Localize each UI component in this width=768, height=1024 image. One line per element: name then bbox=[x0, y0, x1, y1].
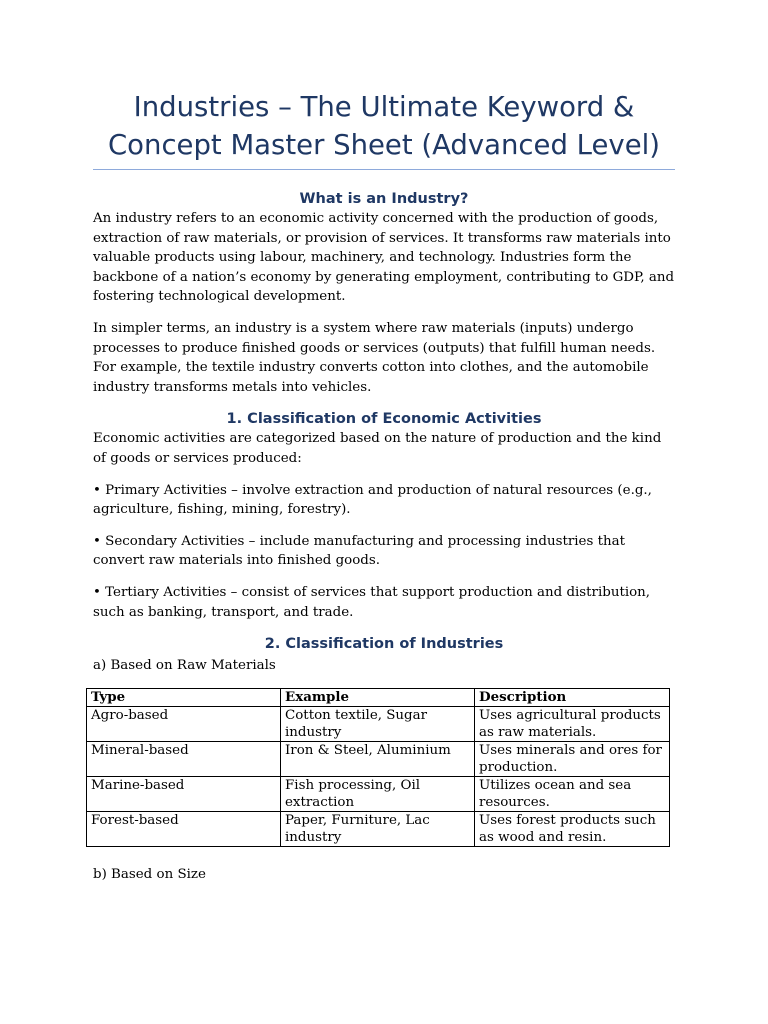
bullet-primary-activities: • Primary Activities – involve extraction and production of natural resources (e.g., agriculture, fishing, mining, forestry). bbox=[93, 482, 652, 518]
table-cell: Mineral-based bbox=[87, 741, 281, 776]
table-cell: Uses agricultural products as raw materials. bbox=[475, 706, 670, 741]
table-cell: Iron & Steel, Aluminium bbox=[281, 741, 475, 776]
table-header-type: Type bbox=[87, 688, 281, 706]
document-title: Industries – The Ultimate Keyword & Concept Master Sheet (Advanced Level) bbox=[93, 88, 675, 170]
table-header-row bbox=[87, 688, 670, 706]
table-cell: Marine-based bbox=[87, 776, 281, 811]
table-row bbox=[87, 706, 670, 741]
table-cell: Uses minerals and ores for production. bbox=[475, 741, 670, 776]
table-header-description: Description bbox=[475, 688, 670, 706]
paragraph-simpler-terms: In simpler terms, an industry is a system where raw materials (inputs) undergo processes to produce finished goods or services (outputs) that fulfill human needs. For example, the textile industry converts cotton into clothes, and the automobile industry transforms metals into vehicles. bbox=[93, 320, 656, 395]
table-cell: Paper, Furniture, Lac industry bbox=[281, 811, 475, 846]
table-row bbox=[87, 776, 670, 811]
paragraph-economic-intro: Economic activities are categorized based on the nature of production and the kind of goods or services produced: bbox=[93, 431, 662, 466]
table-cell: Uses forest products such as wood and resin. bbox=[475, 811, 670, 846]
table-row bbox=[87, 811, 670, 846]
table-cell: Cotton textile, Sugar industry bbox=[281, 706, 475, 741]
table-row bbox=[87, 741, 670, 776]
heading-classification-industries: 2. Classification of Industries bbox=[264, 636, 504, 653]
table-cell: Fish processing, Oil extraction bbox=[281, 776, 475, 811]
subheading-based-on-size: b) Based on Size bbox=[93, 866, 206, 882]
bullet-tertiary-activities: • Tertiary Activities – consist of services that support production and distribution, such as banking, transport, and trade. bbox=[93, 584, 651, 620]
raw-materials-table bbox=[86, 688, 670, 847]
table-cell: Utilizes ocean and sea resources. bbox=[475, 776, 670, 811]
subheading-raw-materials: a) Based on Raw Materials bbox=[93, 658, 276, 674]
table-header-example: Example bbox=[281, 688, 475, 706]
paragraph-industry-definition: An industry refers to an economic activity concerned with the production of goods, extraction of raw materials, or provision of services. It transforms raw materials into valuable products using labour, machinery, and technology. Industries form the backbone of a nation’s economy by generating employment, contributing to GDP, and fostering technological development. bbox=[93, 211, 675, 305]
table-cell: Forest-based bbox=[87, 811, 281, 846]
table-cell: Agro-based bbox=[87, 706, 281, 741]
heading-economic-activities: 1. Classification of Economic Activities bbox=[226, 411, 542, 428]
bullet-secondary-activities: • Secondary Activities – include manufacturing and processing industries that convert raw materials into finished goods. bbox=[93, 533, 625, 569]
heading-what-is-industry: What is an Industry? bbox=[299, 191, 469, 207]
document-page bbox=[93, 88, 675, 884]
